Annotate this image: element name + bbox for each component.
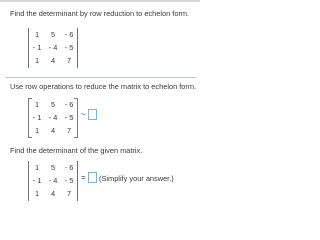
- matrix-cell: - 6: [64, 30, 74, 39]
- matrix-row: [29, 174, 77, 187]
- matrix-cell: 1: [34, 100, 40, 109]
- matrix-cell: 7: [66, 189, 72, 198]
- matrix-cell: 4: [50, 189, 56, 198]
- row-equivalent-symbol: ~: [81, 110, 86, 119]
- matrix-cell: - 6: [64, 163, 74, 172]
- matrix-cell: 4: [50, 126, 56, 135]
- matrix-cell: - 6: [64, 100, 74, 109]
- matrix-cell: 5: [50, 100, 56, 109]
- section-divider: [6, 77, 196, 78]
- matrix-cell: - 5: [64, 113, 74, 122]
- question-prompt: Find the determinant by row reduction to echelon form.: [10, 9, 190, 18]
- determinant-answer-box[interactable]: [88, 172, 97, 183]
- matrix-cell: 1: [34, 189, 40, 198]
- echelon-matrix: [28, 98, 78, 138]
- matrix-cell: - 4: [48, 43, 58, 52]
- simplify-hint: (Simplify your answer.): [99, 174, 174, 183]
- matrix-cell: 4: [50, 56, 56, 65]
- echelon-answer-box[interactable]: [88, 109, 97, 120]
- matrix-cell: 5: [50, 30, 56, 39]
- matrix-cell: - 5: [64, 176, 74, 185]
- matrix-row: [29, 98, 77, 111]
- matrix-row: [29, 161, 77, 174]
- matrix-cell: 1: [34, 30, 40, 39]
- matrix-cell: 1: [34, 163, 40, 172]
- determinant-matrix: [28, 28, 78, 68]
- matrix-cell: 7: [66, 126, 72, 135]
- matrix-cell: - 1: [32, 176, 42, 185]
- matrix-cell: 5: [50, 163, 56, 172]
- matrix-cell: 1: [34, 126, 40, 135]
- matrix-cell: 7: [66, 56, 72, 65]
- matrix-cell: - 4: [48, 176, 58, 185]
- given-matrix: [28, 161, 78, 201]
- matrix-cell: - 1: [32, 43, 42, 52]
- matrix-cell: - 1: [32, 113, 42, 122]
- instruction-text: Use row operations to reduce the matrix to echelon form.: [10, 82, 197, 91]
- matrix-cell: 1: [34, 56, 40, 65]
- matrix-row: [29, 41, 77, 54]
- matrix-row: [29, 111, 77, 124]
- matrix-row: [29, 187, 77, 200]
- matrix-row: [29, 54, 77, 67]
- determinant-prompt: Find the determinant of the given matrix.: [10, 146, 143, 155]
- equals-sign: =: [81, 173, 86, 182]
- matrix-cell: - 4: [48, 113, 58, 122]
- matrix-row: [29, 28, 77, 41]
- top-border: [0, 0, 200, 2]
- matrix-cell: - 5: [64, 43, 74, 52]
- matrix-row: [29, 124, 77, 137]
